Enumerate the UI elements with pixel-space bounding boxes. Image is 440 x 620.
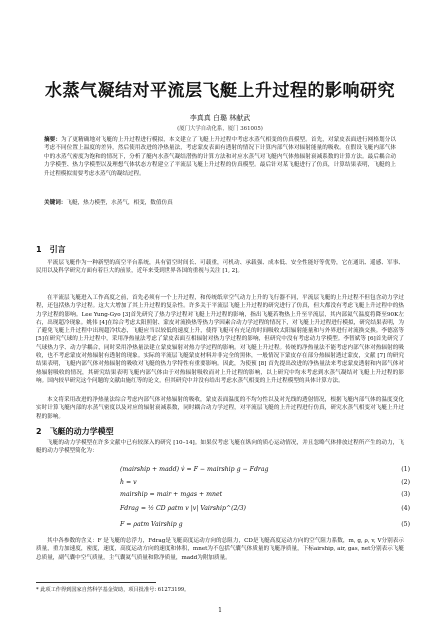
page-number: 1: [218, 607, 222, 614]
equation-3: [120, 491, 410, 503]
equation-5-text: F = ρatm Vairship g: [120, 521, 183, 528]
dynamics-paragraph-2: 其中各参数的含义：F 是飞艇的总浮力，Fdrag是飞艇高度运动方向的总阻力，CD是飞艇高度运动方向的空气阻力系数，m, g, ρ, v, V分别表示质量，重力加速度，密度，速度，高度运动方向的速度和体积，mnet为不包括气囊气体质量的飞艇净质量，下标airship, air, gas, net分别表示飞艇总质量，副气囊中空气质量，主气囊氦气质量和除净质量，madd为附加质量。: [36, 538, 404, 561]
equation-2: [120, 479, 410, 491]
equation-3-text: mairship = mair + mgas + mnet: [120, 491, 223, 498]
paper-affiliation: (厦门大学自动化系，厦门 361005): [177, 126, 263, 132]
equation-5: [120, 521, 410, 533]
equation-1: [120, 466, 410, 478]
keywords: [44, 199, 396, 207]
equation-3-number: (3): [401, 491, 410, 498]
intro-paragraph-1: 平流层飞艇作为一种新型的高空平台系统，具有留空时间长、可载重，可机动、承载强、成本低、安全性能好等优势，它在通讯、遥感、军事、民用以及科学研究方面有着巨大的前景，近年来受到世界各国的重视与关注 [1, 2]。: [36, 260, 404, 275]
abstract: [44, 136, 396, 178]
paper-authors: 李真真 白璐 林献武: [189, 114, 251, 122]
equation-4: [120, 505, 410, 517]
equation-1-number: (1): [401, 466, 410, 473]
dynamics-paragraph-1: 飞艇的动力学模型在许多文献中已有较深入的研究 [10–14]。如果仅考虑飞艇在纵向的质心运动情况，并且忽略气体排放过程所产生的动力，飞艇的动力学模型简化为：: [36, 440, 404, 455]
footnote-divider: [36, 582, 156, 583]
keywords-label: 关键词：: [44, 200, 67, 206]
intro-paragraph-3: 本文将采用改进的净热量法综合考虑内部气体对热辐射的吸收，蒙皮表面温度的不均匀性以及对光线的透射情况，根据飞艇内部气体的温度变化实时计算飞艇内部的水蒸气密度以及对应的辐射衰减系数，同时耦合动力学过程，对平流层飞艇的上升过程进行仿真，研究水蒸气相变对飞艇上升过程的影响。: [36, 397, 404, 420]
paper-title: 水蒸气凝结对平流层飞艇上升过程的影响研究: [45, 81, 395, 101]
equation-1-text: (mairship + madd) v̇ = F − mairship g − Fdrag: [120, 466, 269, 473]
footnote: * 此项工作得到国家自然科学基金资助，项目批准号: 61273199。: [36, 587, 190, 593]
intro-paragraph-2: 在平流层飞艇进入工作高度之前，首先必须有一个上升过程，和传统纸章空气动力上升的飞行器不同，平流层飞艇的上升过程不但包含动力学过程，还包括热力学过程。这大大增加了其上升过程的复杂性。许多关于平流层飞艇上升过程的研究进行了仿真，但大都没有考虑飞艇上升过程中的热力学过程的影响。Lee Yung-Gyo [3]首先研究了热力学过程对飞艇上升过程的影响，指出飞艇若物热上升至平流层，其内部氦气温度将降至90K左右，出现超冷现象。姚伟 [4]在综合考虑太阳照射、蒙皮对流换热等热力学因素合动力学过程的情况下，对飞艇上升过程进行模拟，研究结果表明，为了避免飞艇上升过程中出现超冷状态，飞艇应当以较低的速度上升，使得飞艇可有充足的时间吸收太阳辐射能量和与外界进行对流换交换。李德富等 [5]在研究气球的上升过程中，采用净热量法考虑了蒙皮表面互相辐射对热力学过程的影响，但研究中没有考虑动力学模型。李智斌等 [6]首先研究了气球热力学、动力学耦合，同时采用净热量法建立蒙皮辐射对热力学过程的影响。对飞艇上升过程。传统的净热量法不能考虑内部气体对热辐射的吸收，也不考虑蒙皮对热辐射有透射的现象。实际的平流层飞艇蒙皮材料并非完全的黑体，一般情况下蒙皮存在部分热辐射透过蒙皮，文献 [7] 的研究结果表明，飞艇内部气体对热辐射的吸收对飞艇的热力学特性有重要影响。因此，为使预 [8] 首先提出改进的净热量法来考虑蒙皮透射和内部气体对热辐射吸收的情况，其研究结果表明飞艇内部气体由于对热辐射吸收而对上升过程的影响，以上研究中均未考虑到水蒸气凝结对飞艇上升过程的影响。国内较早研究这个问题的文献由施红等的论文，但其研究中并没有给出考虑水蒸气相变的上升过程模型的具体计算方法。: [36, 295, 404, 384]
abstract-text: 为了更精确地对飞艇的上升过程进行模拟，本文建立了飞艇上升过程中考虑水蒸气相变的仿真模型。首先，对蒙皮表面进行网格划分以考虑不同位置上温度的差异，然后使用改进的净热量法，考虑蒙皮表面有透射的情况下计算内部气体对辐射能量的吸收。在假设飞艇内部气体中的水蒸气密度为饱和的情况下，分析了艇内水蒸气凝结潜热的计算方法和对应水蒸气对飞艇内气体热辐射衰减系数的计算方法。最后耦合动力学模型、热力学模型以及理想气体状态方程建立了平流层飞艇上升过程的仿真模型。最后针对某飞艇进行了仿真，计算结果表明，飞艇的上升过程模拟需要考虑水蒸气的凝结过程。: [44, 137, 396, 177]
equation-2-number: (2): [401, 479, 410, 486]
abstract-label: 摘要：: [44, 137, 62, 143]
equation-4-text: Fdrag = ½ CD ρatm v |v| Vairship^(2/3): [120, 505, 246, 512]
equation-5-number: (5): [401, 521, 410, 528]
keywords-text: 飞艇，热力模型，水蒸气，相变，数值仿真: [66, 200, 173, 206]
equation-2-text: ḣ = v: [120, 479, 137, 486]
section-heading-dynamics: 2 飞艇的动力学模型: [36, 427, 114, 436]
section-heading-intro: 1 引言: [36, 245, 66, 254]
equation-4-number: (4): [401, 505, 410, 512]
